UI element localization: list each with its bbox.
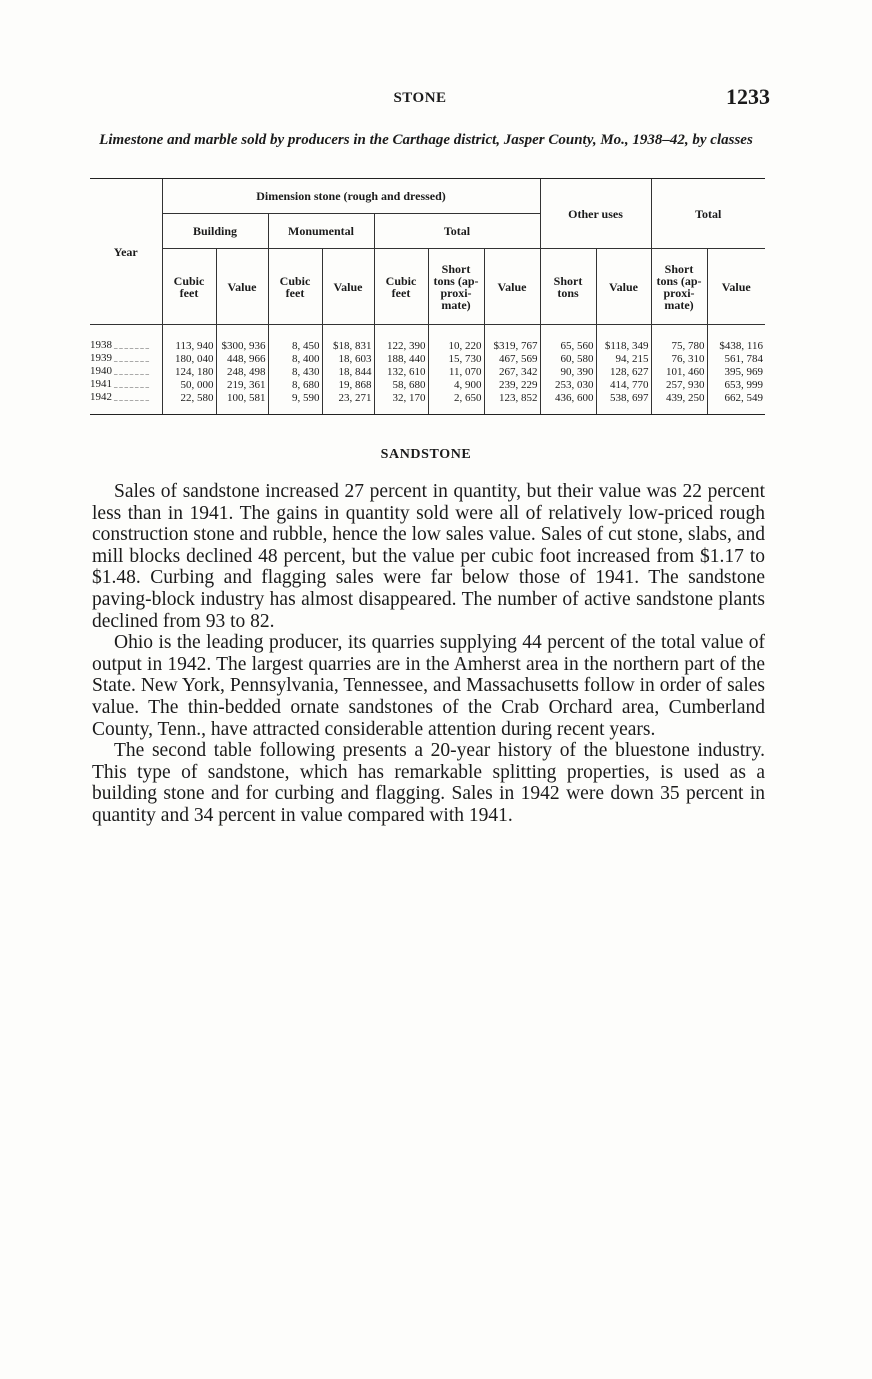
cell-total-cubic-feet: 132, 610 <box>374 365 428 378</box>
cell-monumental-cubic-feet: 8, 680 <box>268 378 322 391</box>
cell-total-value: 467, 569 <box>484 352 540 365</box>
body-text <box>92 481 765 827</box>
cell-grand-value: 662, 549 <box>707 391 765 415</box>
cell-building-value: $300, 936 <box>216 325 268 353</box>
cell-grand-value: 395, 969 <box>707 365 765 378</box>
cell-building-cubic-feet: 50, 000 <box>162 378 216 391</box>
cell-monumental-cubic-feet: 8, 400 <box>268 352 322 365</box>
cell-grand-short-tons: 75, 780 <box>651 325 707 353</box>
limestone-marble-table <box>90 178 765 415</box>
cell-grand-short-tons: 101, 460 <box>651 365 707 378</box>
header-year: Year <box>90 179 162 325</box>
header-other-uses: Other uses <box>540 179 651 249</box>
cell-grand-value: 561, 784 <box>707 352 765 365</box>
cell-monumental-cubic-feet: 8, 430 <box>268 365 322 378</box>
table-row <box>90 391 765 415</box>
cell-monumental-value: 19, 868 <box>322 378 374 391</box>
cell-monumental-value: 18, 844 <box>322 365 374 378</box>
running-title: STONE <box>393 90 447 106</box>
cell-total-cubic-feet: 58, 680 <box>374 378 428 391</box>
header-total-cubic-feet: Cubic feet <box>374 249 428 325</box>
cell-total-value: 123, 852 <box>484 391 540 415</box>
table-row <box>90 378 765 391</box>
cell-grand-short-tons: 257, 930 <box>651 378 707 391</box>
header-other-short-tons: Short tons <box>540 249 596 325</box>
cell-total-value: 267, 342 <box>484 365 540 378</box>
cell-total-value: $319, 767 <box>484 325 540 353</box>
cell-total-short-tons: 2, 650 <box>428 391 484 415</box>
table-caption: Limestone and marble sold by producers in the Carthage district, Jasper County, Mo., 1938–42, by classes <box>99 132 753 148</box>
cell-total-short-tons: 4, 900 <box>428 378 484 391</box>
cell-building-value: 219, 361 <box>216 378 268 391</box>
cell-building-value: 448, 966 <box>216 352 268 365</box>
table-row <box>90 365 765 378</box>
cell-total-cubic-feet: 122, 390 <box>374 325 428 353</box>
header-monumental: Monumental <box>268 214 374 249</box>
header-monumental-cubic-feet: Cubic feet <box>268 249 322 325</box>
paragraph: Ohio is the leading producer, its quarries supplying 44 percent of the total value of output in 1942. The largest quarries are in the Amherst area in the northern part of the State. New York, Pennsylvania, Tennessee, and Massachusetts follow in order of sales value. The thin-bedded ornate sandstones of the Crab Orchard area, Cumberland County, Tenn., have attracted considerable attention during recent years. <box>92 632 765 740</box>
cell-other-value: 538, 697 <box>596 391 651 415</box>
cell-monumental-cubic-feet: 9, 590 <box>268 391 322 415</box>
paragraph: Sales of sandstone increased 27 percent in quantity, but their value was 22 percent less than in 1941. The gains in quantity sold were all of relatively low-priced rough construction stone and rubble, hence the low sales value. Sales of cut stone, slabs, and mill blocks declined 48 percent, but the value per cubic foot increased from $1.17 to $1.48. Curbing and flagging sales were far below those of 1941. The sandstone paving-block industry has almost disappeared. The number of active sandstone plants declined from 93 to 82. <box>92 481 765 632</box>
cell-building-cubic-feet: 180, 040 <box>162 352 216 365</box>
cell-other-value: 94, 215 <box>596 352 651 365</box>
cell-total-cubic-feet: 32, 170 <box>374 391 428 415</box>
cell-building-value: 100, 581 <box>216 391 268 415</box>
cell-total-short-tons: 15, 730 <box>428 352 484 365</box>
leader-dots: _ _ _ _ _ _ _ <box>114 394 149 402</box>
header-dimension-stone: Dimension stone (rough and dressed) <box>162 179 540 214</box>
paragraph: The second table following presents a 20-year history of the bluestone industry. This type of sandstone, which has remarkable splitting properties, is used as a building stone and for curbing and flagging. Sales in 1942 were down 35 percent in quantity and 34 percent in value compared with 1941. <box>92 740 765 826</box>
table-body <box>90 325 765 415</box>
cell-other-short-tons: 60, 580 <box>540 352 596 365</box>
cell-year: 1942 _ _ _ _ _ _ _ <box>90 391 162 415</box>
cell-monumental-value: 18, 603 <box>322 352 374 365</box>
header-building-cubic-feet: Cubic feet <box>162 249 216 325</box>
header-total-value: Value <box>484 249 540 325</box>
cell-building-cubic-feet: 22, 580 <box>162 391 216 415</box>
header-grand-total: Total <box>651 179 765 249</box>
cell-year: 1940 _ _ _ _ _ _ _ <box>90 365 149 377</box>
cell-monumental-value: 23, 271 <box>322 391 374 415</box>
cell-total-short-tons: 10, 220 <box>428 325 484 353</box>
cell-other-short-tons: 65, 560 <box>540 325 596 353</box>
header-monumental-value: Value <box>322 249 374 325</box>
header-dimension-total: Total <box>374 214 540 249</box>
header-building-value: Value <box>216 249 268 325</box>
table-row <box>90 352 765 365</box>
cell-total-short-tons: 11, 070 <box>428 365 484 378</box>
cell-other-short-tons: 90, 390 <box>540 365 596 378</box>
cell-building-cubic-feet: 124, 180 <box>162 365 216 378</box>
cell-monumental-value: $18, 831 <box>322 325 374 353</box>
cell-year: 1941 _ _ _ _ _ _ _ <box>90 378 149 390</box>
cell-grand-short-tons: 76, 310 <box>651 352 707 365</box>
cell-year: 1939 _ _ _ _ _ _ _ <box>90 352 149 364</box>
leader-dots: _ _ _ _ _ _ _ <box>114 342 149 350</box>
cell-grand-value: $438, 116 <box>707 325 765 353</box>
cell-monumental-cubic-feet: 8, 450 <box>268 325 322 353</box>
leader-dots: _ _ _ _ _ _ _ <box>114 368 149 376</box>
cell-grand-short-tons: 439, 250 <box>651 391 707 415</box>
section-heading: SANDSTONE <box>380 447 472 462</box>
cell-other-value: 414, 770 <box>596 378 651 391</box>
header-grand-value: Value <box>707 249 765 325</box>
header-other-value: Value <box>596 249 651 325</box>
cell-building-value: 248, 498 <box>216 365 268 378</box>
cell-building-cubic-feet: 113, 940 <box>162 325 216 353</box>
cell-other-short-tons: 436, 600 <box>540 391 596 415</box>
header-grand-short-tons: Short tons (ap-proxi-mate) <box>651 249 707 325</box>
cell-other-value: 128, 627 <box>596 365 651 378</box>
cell-total-cubic-feet: 188, 440 <box>374 352 428 365</box>
table-row <box>90 325 765 353</box>
cell-total-value: 239, 229 <box>484 378 540 391</box>
leader-dots: _ _ _ _ _ _ _ <box>114 355 149 363</box>
cell-year: 1938 _ _ _ _ _ _ _ <box>90 339 149 351</box>
page-number: 1233 <box>726 84 770 109</box>
cell-grand-value: 653, 999 <box>707 378 765 391</box>
leader-dots: _ _ _ _ _ _ _ <box>114 381 149 389</box>
header-total-short-tons: Short tons (ap-proxi-mate) <box>428 249 484 325</box>
cell-other-short-tons: 253, 030 <box>540 378 596 391</box>
cell-other-value: $118, 349 <box>596 325 651 353</box>
header-building: Building <box>162 214 268 249</box>
